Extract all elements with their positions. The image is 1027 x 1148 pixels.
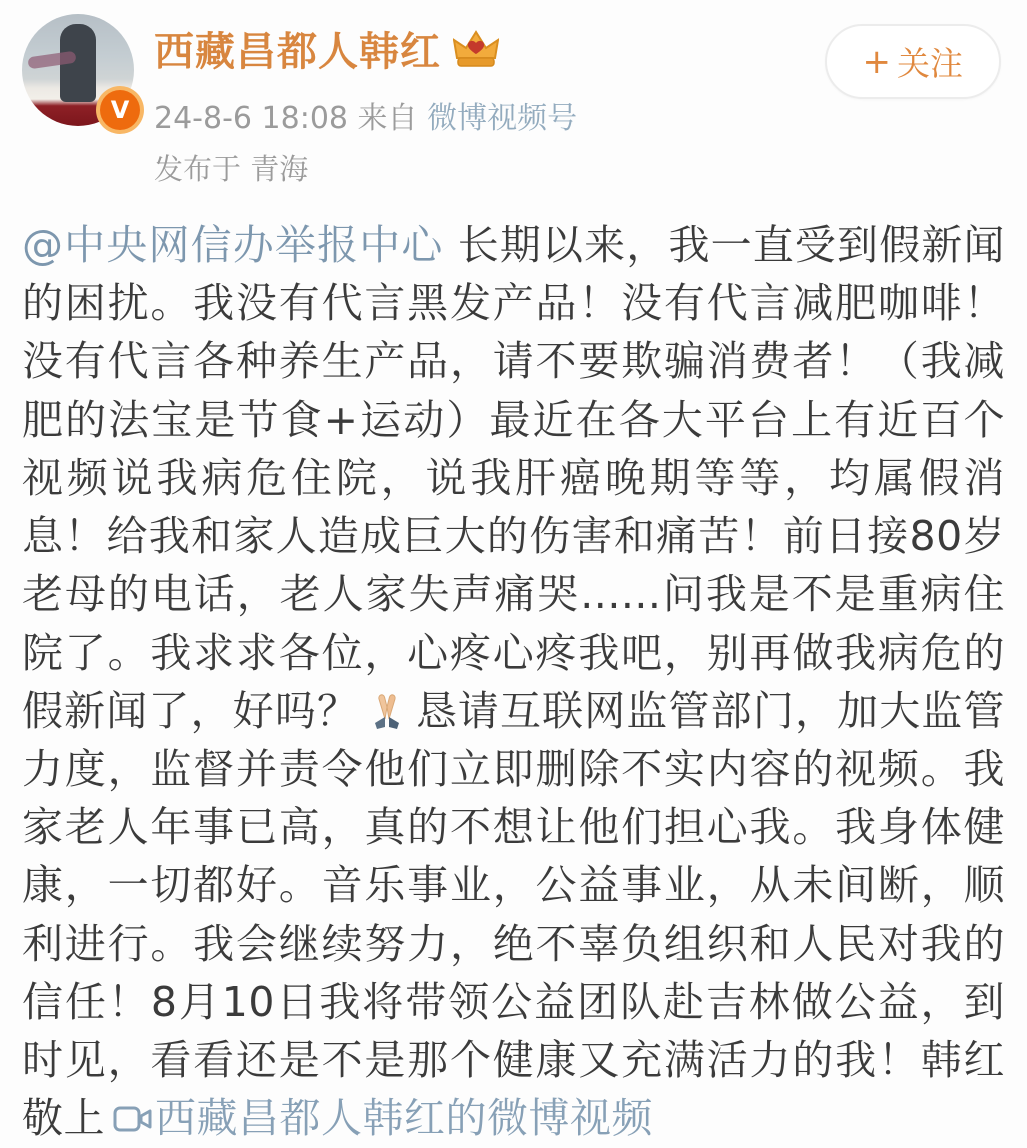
post-content: [22, 216, 1005, 1148]
folded-hands-emoji: [365, 689, 409, 733]
video-camera-icon: [113, 1103, 153, 1135]
post-header: [22, 12, 1005, 188]
username[interactable]: 西藏昌都人韩红: [154, 29, 441, 75]
follow-button[interactable]: [825, 24, 1002, 99]
post-meta: [154, 93, 577, 137]
post-text-1: 长期以来，我一直受到假新闻的困扰。我没有代言黑发产品！没有代言减肥咖啡！没有代言各种养生产品，请不要欺骗消费者！（我减肥的法宝是节食+运动）最近在各大平台上有近百个视频说我病危住院，说我肝癌晚期等等，均属假消息！给我和家人造成巨大的伤害和痛苦！前日接80岁老母的电话，老人家失声痛哭......问我是不是重病住院了。我求求各位，心疼心疼我吧，别再做我病危的假新闻了，好吗？: [22, 221, 1005, 735]
location: 青海: [250, 152, 309, 186]
author-info: [154, 12, 577, 188]
source-link[interactable]: 微博视频号: [427, 101, 578, 136]
follow-button-label: 关注: [897, 44, 963, 83]
timestamp: 24-8-6 18:08: [154, 101, 348, 136]
post-text-2: 恳请互联网监管部门，加大监管力度，监督并责令他们立即删除不实内容的视频。我家老人年事已高，真的不想让他们担心我。我身体健康，一切都好。音乐事业，公益事业，从未间断，顺利进行。我会继续努力，绝不辜负组织和人民对我的信任！8月10日我将带领公益团队赴吉林做公益，到时见，看看还是不是那个健康又充满活力的我！韩红 敬上: [22, 686, 1006, 1143]
video-link[interactable]: [105, 1094, 653, 1142]
plus-icon: +: [862, 41, 891, 82]
avatar[interactable]: [22, 14, 134, 126]
video-link-text: 西藏昌都人韩红的微博视频: [155, 1094, 653, 1143]
vip-crown-icon: [453, 28, 499, 70]
location-prefix: 发布于: [154, 152, 242, 186]
source-prefix: 来自: [357, 101, 418, 136]
mention-link[interactable]: @中央网信办举报中心: [22, 221, 444, 269]
verified-badge-icon: V: [100, 90, 140, 130]
location-row: [154, 147, 577, 188]
